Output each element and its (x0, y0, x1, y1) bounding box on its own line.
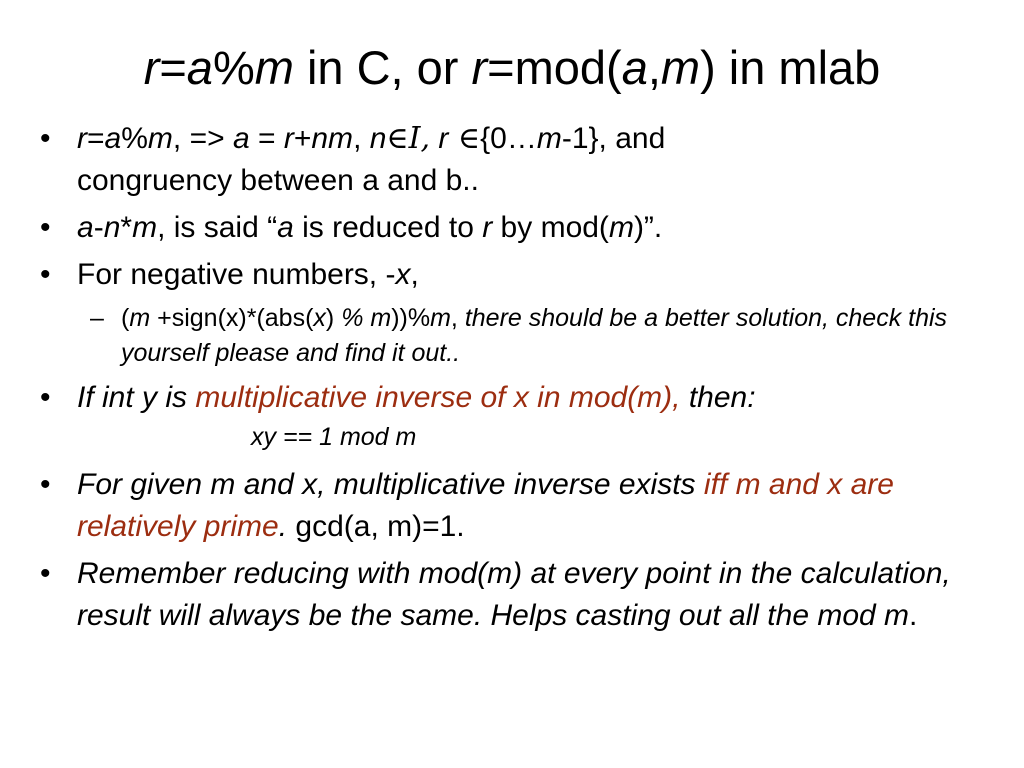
b1-eq: = (87, 122, 105, 155)
b4-red: multiplicative inverse of x in mod(m), (195, 381, 681, 414)
b3s-pm: % m (341, 304, 392, 332)
b2-star: * (120, 211, 133, 244)
b1-comma1: , (353, 122, 370, 155)
title-comma: , (647, 41, 661, 94)
b5-red: iff m and x are relatively prime (77, 468, 894, 543)
b1-pct: % (121, 122, 148, 155)
b3s-m2: m (430, 304, 451, 332)
b6-m: m (884, 599, 910, 632)
b1-r2: r (283, 122, 294, 155)
b1-line2: congruency between a and b.. (77, 164, 479, 197)
b3s-t3: ) (325, 304, 342, 332)
bullet-glyph: • (40, 468, 51, 501)
bullet-glyph: • (40, 122, 51, 155)
b5-t3: gcd(a, m)=1. (287, 510, 465, 543)
title-r2: r (471, 41, 488, 94)
bullet-glyph: • (40, 211, 51, 244)
bullet-glyph: • (40, 258, 51, 291)
element-of-symbol: ∈ (386, 121, 409, 156)
b1-r3: r (438, 122, 449, 155)
title-equals2: = (487, 41, 515, 94)
b1-a: a (104, 122, 122, 155)
bullet-list (40, 118, 1000, 642)
b1-nm: nm (311, 122, 354, 155)
sub-bullet-item (40, 301, 1000, 371)
b2-r: r (482, 211, 493, 244)
b2-m2: m (608, 211, 634, 244)
b3s-italic: there should be a better solution, check this yourself please and find it out.. (121, 304, 948, 367)
bullet-glyph: • (40, 381, 51, 414)
b3-x: x (395, 258, 411, 291)
bullet-item-4 (40, 377, 1000, 419)
sub-bullet-glyph: – (90, 304, 104, 332)
b3s-t2: +sign(x)*(abs( (150, 304, 314, 332)
title-equals: = (159, 41, 187, 94)
b2-t2: is reduced to (293, 211, 483, 244)
b3-t1: For negative numbers, - (77, 258, 396, 291)
b3-t2: , (410, 258, 419, 291)
b1-n: n (369, 122, 387, 155)
title-a: a (186, 41, 213, 94)
b5-t1: For given m and x, multiplicative inverse exists (77, 468, 704, 501)
element-of-symbol-2: ∈ (448, 121, 481, 156)
b6-t2: . (909, 599, 918, 632)
b2-a2: a (277, 211, 294, 244)
b2-m: m (132, 211, 158, 244)
title-tail: ) in mlab (700, 41, 881, 94)
b2-t3: by mod( (492, 211, 609, 244)
b5-t2: . (278, 510, 288, 543)
title-middle: in C, or (293, 41, 472, 94)
title-a2: a (621, 41, 648, 94)
bullet-item-1 (40, 118, 1000, 202)
b3s-t5: , (450, 304, 465, 332)
title-percent: % (212, 41, 255, 94)
b1-r: r (77, 122, 87, 155)
bullet-item-5 (40, 464, 1000, 548)
b3s-t1: ( (121, 304, 130, 332)
title-r: r (143, 41, 160, 94)
b1-m3: m (536, 122, 562, 155)
b4-t1: If int y is (77, 381, 196, 414)
slide-title (0, 40, 1024, 96)
b2-n: n (103, 211, 121, 244)
b2-t1: , is said “ (157, 211, 278, 244)
b2-t4: )”. (633, 211, 663, 244)
bullet-item-2 (40, 207, 1000, 249)
bullet-item-3 (40, 254, 1000, 296)
b6-t1: Remember reducing with mod(m) at every point in the calculation, result will always be the same. Helps casting out all the mod (77, 557, 951, 632)
b1-eq2: = (249, 122, 284, 155)
bullet-glyph: • (40, 557, 51, 590)
b3s-t4: ))% (391, 304, 431, 332)
b1-set-open: {0… (480, 122, 537, 155)
title-m: m (254, 41, 294, 94)
b2-a: a (77, 211, 94, 244)
b1-integers: I, (408, 121, 431, 156)
b1-t1: , => (172, 122, 233, 155)
b2-minus: - (93, 211, 104, 244)
b1-a2: a (232, 122, 250, 155)
b1-m: m (147, 122, 173, 155)
b3s-m: m (129, 304, 151, 332)
congruence-equation: xy == 1 mod m (251, 423, 417, 451)
title-mod-open: mod( (514, 41, 622, 94)
b1-set-close: -1}, and (561, 122, 666, 155)
title-m2: m (660, 41, 701, 94)
bullet-item-6 (40, 553, 1000, 637)
b1-plus: + (293, 122, 312, 155)
b3s-x: x (313, 304, 326, 332)
b4-t2: then: (680, 381, 756, 414)
